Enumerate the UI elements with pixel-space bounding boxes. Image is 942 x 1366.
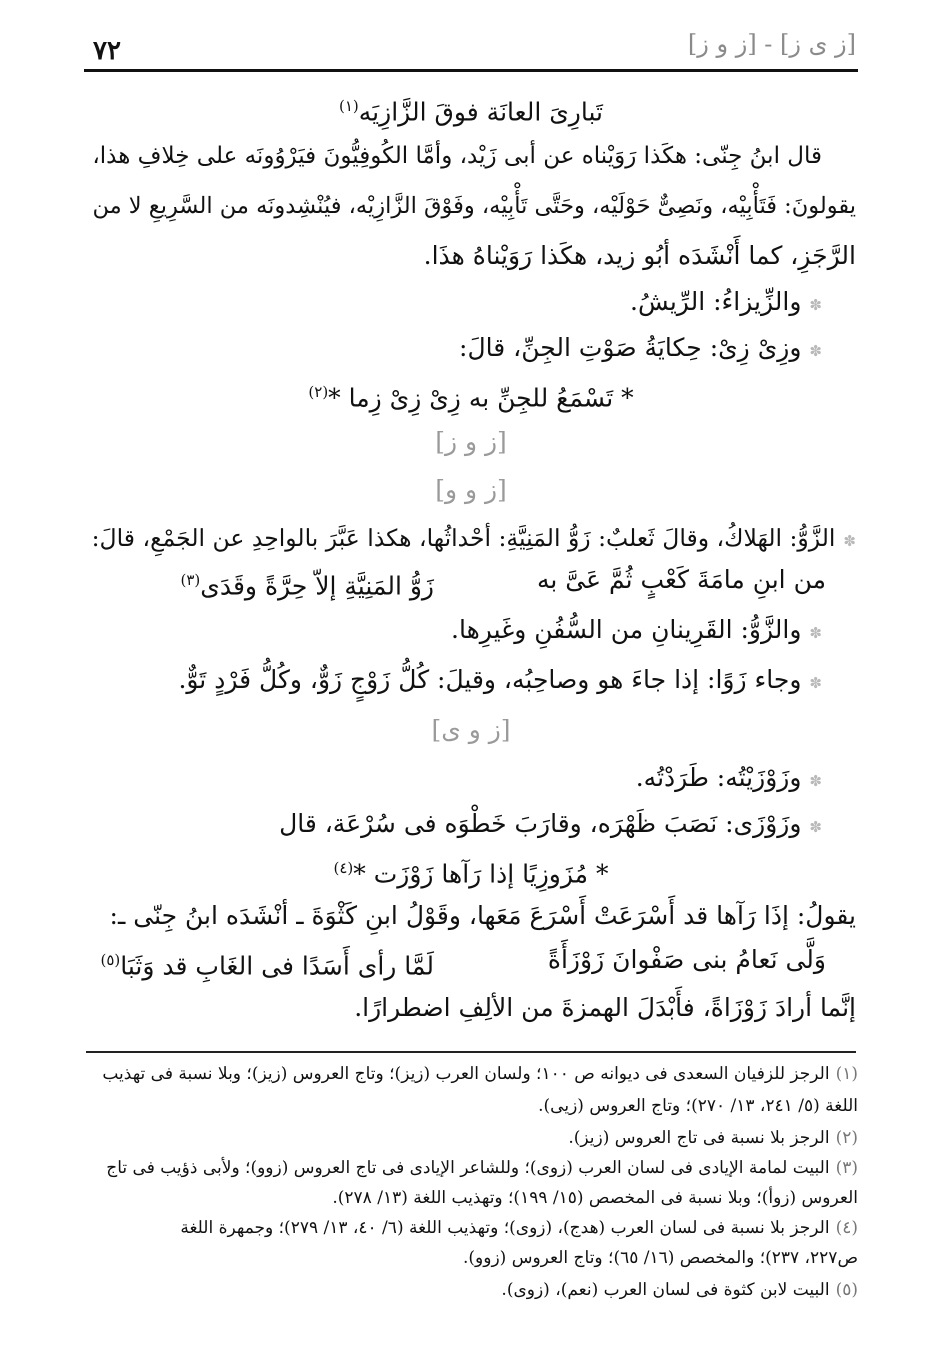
entry-wazawza <box>86 806 822 845</box>
page-number: ٧٢ <box>93 36 121 66</box>
footnote-2 <box>84 1124 858 1152</box>
footnote-number: (٢) <box>835 1128 858 1148</box>
section-heading: [ز و ز] <box>435 427 507 456</box>
asterisk-icon: ✽ <box>809 624 822 642</box>
running-title: [ز ى ز] - [ز و ز] <box>687 30 856 58</box>
verse-line-4 <box>86 850 856 892</box>
verse-text: * تَسْمَعُ للجِنِّ به زِىْ زِىْ زِما * <box>328 383 634 413</box>
verse-text: زَوُّ المَنِيَّةِ إلاّ حِرَّةً وقَدَى <box>200 571 434 601</box>
section-heading: [ز و و] <box>435 475 507 504</box>
footnote-1 <box>84 1060 858 1088</box>
verse-line-2 <box>86 374 856 416</box>
verse-hemistich-1: وَلَّى نَعامُ بنى صَفْوانَ زَوْزَأَةً <box>547 945 826 974</box>
footnote-4-cont: ص٢٢٧، ٢٣٧)؛ والمخصص (١٦/ ٦٥)؛ وتاج العروس (زوو). <box>463 1248 858 1268</box>
asterisk-icon: ✽ <box>843 532 856 550</box>
verse-hemistich-1: من ابنِ مامَةَ كَعْبٍ ثُمَّ عَىَّ به <box>536 565 826 594</box>
entry-text: وزَوْزَيْتُه: طَرَدْتُه. <box>635 763 802 792</box>
paragraph-line: يقولُ: إذَا رَآها قد أَسْرَعَتْ أَسْرَعَ مَعَها، وقَوْلُ ابنِ كَثْوَةَ ـ أنْشَدَه ابنُ جِنّى ـ: <box>109 901 856 930</box>
footnote-number: (٥) <box>835 1280 858 1300</box>
entry-zaww2 <box>86 612 822 651</box>
verse-title: تَبارِىَ العانَة فوقَ الزَّازِيَه <box>358 97 603 127</box>
verse-title-line <box>86 88 856 130</box>
footnote-ref-4: (٤) <box>333 859 354 877</box>
footnote-ref-2: (٢) <box>308 383 329 401</box>
entry-zaww <box>86 520 856 559</box>
entry-jaa-zawan <box>86 662 822 701</box>
asterisk-icon: ✽ <box>809 296 822 314</box>
footnote-number: (٣) <box>835 1158 858 1178</box>
footnote-text: البيت لمامة الإيادى فى لسان العرب (زوى)؛ وللشاعر الإيادى فى تاج العروس (زوو)؛ ولأبى ذؤيب فى تاج <box>106 1158 830 1178</box>
footnote-ref-1: (١) <box>339 97 359 115</box>
footnote-3-cont: العروس (زوأ)؛ وبلا نسبة فى المخصص (١٥/ ١٩٩)؛ وتهذيب اللغة (١٣/ ٢٧٨). <box>332 1188 858 1208</box>
entry-text: الزَّوُّ: الهَلاكُ، وقالَ ثَعلبٌ: زَوُّ المَنِيَّةِ: أحْداثُها، هكذا عَبَّرَ بالواحِدِ عن الجَمْعِ، قالَ: <box>91 524 836 552</box>
footnote-rule <box>86 1051 856 1053</box>
footnote-5 <box>84 1276 858 1304</box>
paragraph-line: إنَّما أرادَ زَوْزَاةً، فأَبْدَلَ الهمزةَ من الألِفِ اضطرارًا. <box>354 993 856 1022</box>
paragraph-line: يقولونَ: فَتَأْبِيْه، ونَصِىٌّ حَوْلَيْه، وحَتَّى تَأْبِيْه، وفَوْقَ الزَّازِيْه، فيُنْشِدونَه من السَّرِيعِ لا من <box>92 193 856 219</box>
verse-text: * مُزَوزِيًا إذا رَآها زَوْزَت * <box>353 859 609 889</box>
footnote-text: الرجز للزفيان السعدى فى ديوانه ص ١٠٠؛ ولسان العرب (زيز)؛ وتاج العروس (زيز)؛ وبلا نسبة فى تهذيب <box>102 1064 830 1084</box>
asterisk-icon: ✽ <box>809 772 822 790</box>
footnote-text: الرجز بلا نسبة فى لسان العرب (هدج)، (زوى)؛ وتهذيب اللغة (٦/ ٤٠، ١٣/ ٢٧٩)؛ وجمهرة اللغة <box>180 1218 830 1238</box>
footnote-number: (٤) <box>835 1218 858 1238</box>
entry-text: وجاء زَوًا: إذا جاءَ هو وصاحِبُه، وقيلَ: كُلُّ زَوْجٍ زَوٌّ، وكُلُّ فَرْدٍ تَوٌّ. <box>178 665 802 694</box>
entry-text: والزِّيزاءُ: الرِّيشُ. <box>630 287 802 316</box>
asterisk-icon: ✽ <box>809 342 822 360</box>
footnote-text: البيت لابن كثوة فى لسان العرب (نعم)، (زوى). <box>501 1280 830 1300</box>
section-heading: [ز و ى] <box>431 715 511 744</box>
entry-zay-zay <box>86 330 822 369</box>
entry-wazwaztuh <box>86 760 822 799</box>
footnote-number: (١) <box>835 1064 858 1084</box>
asterisk-icon: ✽ <box>809 674 822 692</box>
paragraph-line: الرَّجَزِ، كما أَنْشَدَه أبُو زيد، هكَذا رَوَيْناهُ هذَا. <box>423 241 856 270</box>
entry-zizaa <box>86 284 822 323</box>
asterisk-icon: ✽ <box>809 818 822 836</box>
footnote-ref-3: (٣) <box>180 571 201 589</box>
footnote-ref-5: (٥) <box>100 951 121 969</box>
footnote-4 <box>84 1214 858 1242</box>
entry-text: وزَوْزَى: نَصَبَ ظَهْرَه، وقارَبَ خَطْوَه فى سُرْعَة، قال <box>279 809 802 838</box>
footnote-text: الرجز بلا نسبة فى تاج العروس (زيز). <box>568 1128 830 1148</box>
paragraph-line: قال ابنُ جِنّى: هكَذا رَوَيْناه عن أبى زَيْد، وأمَّا الكُوفِيُّونَ فيَرْوُونَه على خِلافِ هذا، <box>92 143 822 169</box>
footnote-3 <box>84 1154 858 1182</box>
verse-hemistich-2 <box>100 942 434 984</box>
footnote-1-cont: اللغة (٥/ ٢٤١، ١٣/ ٢٧٠)؛ وتاج العروس (زيى). <box>538 1096 858 1116</box>
entry-text: والزَّوُّ: القَرِينانِ من السُّفُنِ وغَيرِها. <box>451 615 802 644</box>
entry-text: وزِىْ زِىْ: حِكايَةُ صَوْتِ الجِنِّ، قالَ: <box>459 333 802 362</box>
verse-hemistich-2 <box>181 562 435 604</box>
header-rule <box>84 69 858 72</box>
verse-text: لَمَّا رأى أَسَدًا فى الغَابِ قد وَثَبَا <box>120 951 434 981</box>
